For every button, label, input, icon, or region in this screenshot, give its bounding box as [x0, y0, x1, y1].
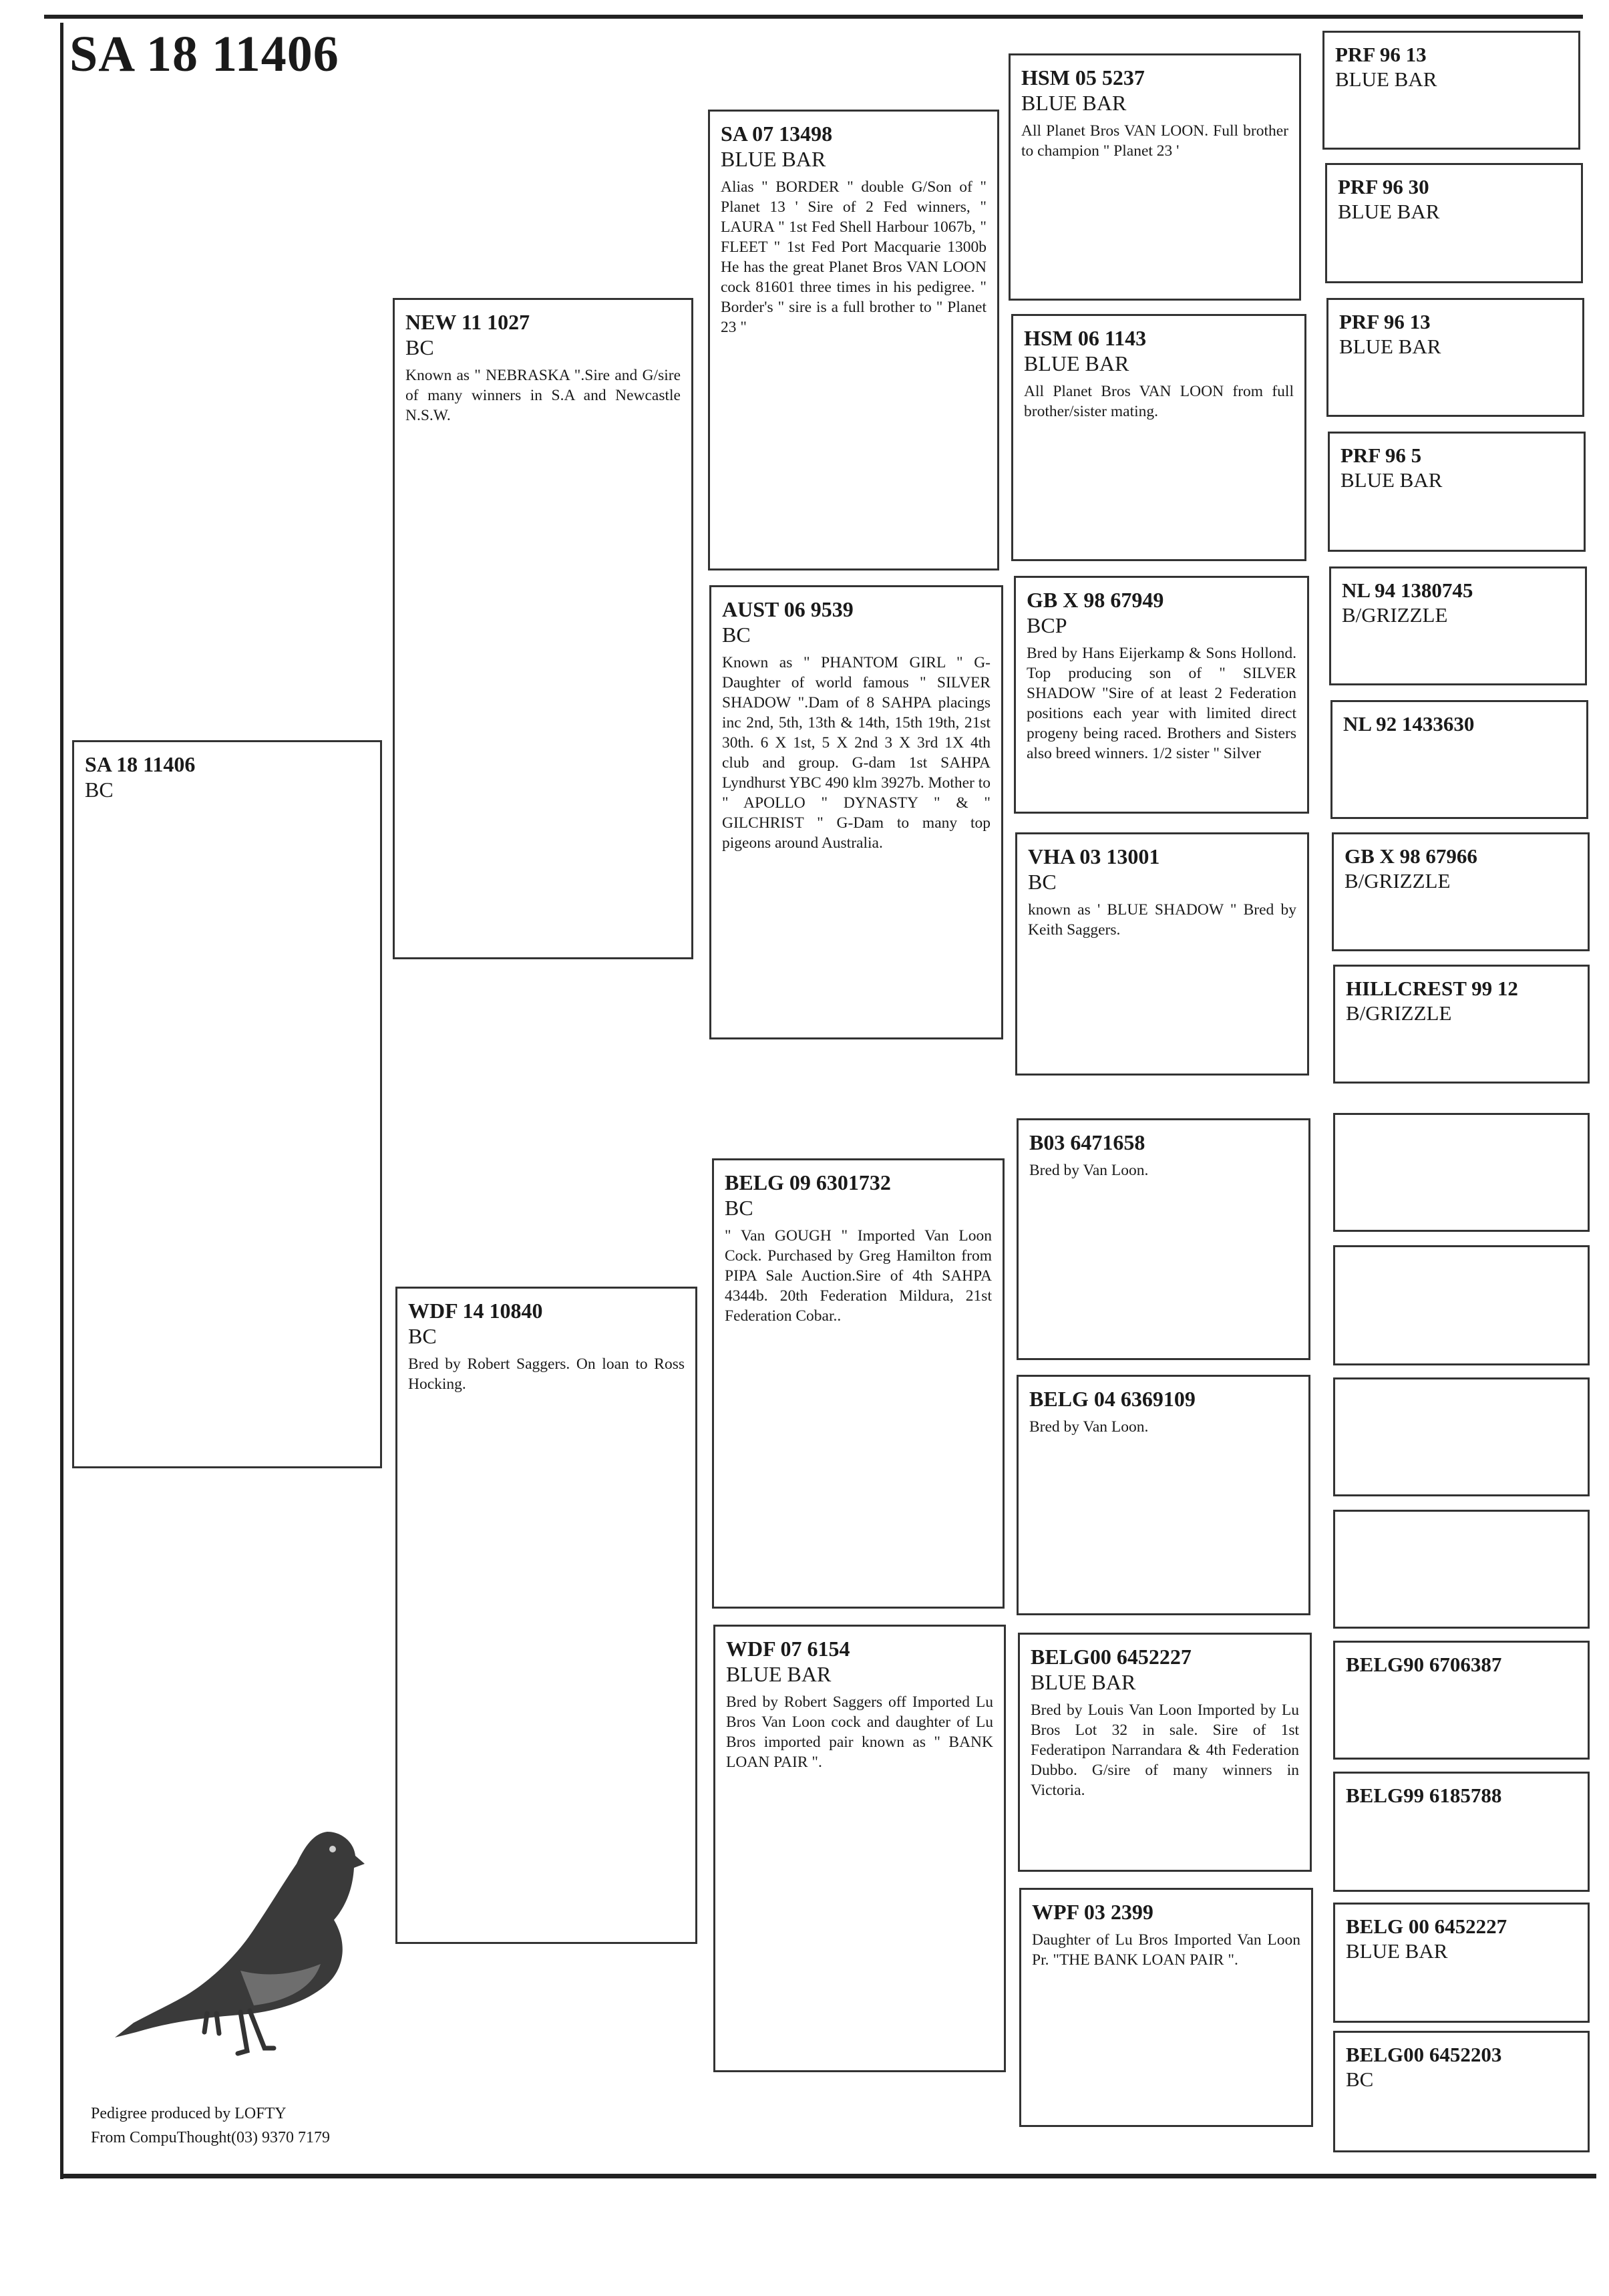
grandparent-card: [713, 1625, 1006, 2072]
ring-number: BELG00 6452227: [1031, 1645, 1192, 1669]
gg-grandparent-card: [1333, 1113, 1590, 1232]
frame-left-rule: [60, 23, 63, 2179]
ring-number: BELG00 6452203: [1346, 2043, 1502, 2066]
color-label: BC: [1028, 870, 1057, 894]
pedigree-note: Alias " BORDER " double G/Son of " Planet 13 ' Sire of 2 Fed winners, " LAURA " 1st Fed Shell Harbour 1067b, " FLEET " 1st Fed Port Macquarie 1300b He has the great Planet Bros VAN LOON cock 81601 three times in his pedigree. " Border's " sire is a full brother to " Planet 23 ": [721, 178, 987, 336]
pigeon-silhouette-icon: [107, 1824, 374, 2064]
color-label: B/GRIZZLE: [1346, 1001, 1452, 1025]
color-label: BCP: [1027, 613, 1067, 637]
ring-number: GB X 98 67966: [1345, 844, 1477, 868]
color-label: BC: [408, 1324, 437, 1348]
pedigree-note: Bred by Van Loon.: [1029, 1418, 1149, 1436]
ring-number: HSM 06 1143: [1024, 326, 1147, 350]
frame-bottom-rule: [60, 2174, 1596, 2178]
great-grandparent-card: [1017, 1375, 1310, 1615]
pedigree-note: known as ' BLUE SHADOW " Bred by Keith Saggers.: [1028, 901, 1296, 939]
color-label: BLUE BAR: [1021, 91, 1127, 115]
gg-grandparent-card: [1332, 832, 1590, 951]
gg-grandparent-card: [1325, 163, 1583, 283]
great-grandparent-card: [1011, 314, 1306, 561]
gg-grandparent-card: [1328, 432, 1586, 552]
color-label: BLUE BAR: [1031, 1670, 1136, 1694]
ring-number: PRF 96 30: [1338, 175, 1429, 198]
dam-card: [395, 1287, 697, 1944]
pedigree-note: " Van GOUGH " Imported Van Loon Cock. Purchased by Greg Hamilton from PIPA Sale Auction.Sire of 4th SAHPA 4344b. 20th Federation Mildura, 21st Federation Cobar..: [725, 1227, 992, 1325]
ring-number: SA 07 13498: [721, 122, 833, 146]
color-label: BC: [85, 778, 114, 802]
ring-number: BELG99 6185788: [1346, 1784, 1502, 1807]
ring-number: WDF 14 10840: [408, 1299, 543, 1323]
page-title: SA 18 11406: [69, 26, 339, 82]
color-label: BLUE BAR: [1335, 67, 1437, 91]
ring-number: AUST 06 9539: [722, 597, 854, 621]
pedigree-note: All Planet Bros VAN LOON from full brother/sister mating.: [1024, 383, 1294, 420]
gg-grandparent-card: [1333, 1641, 1590, 1760]
ring-number: BELG 00 6452227: [1346, 1915, 1507, 1938]
great-grandparent-card: [1017, 1118, 1310, 1360]
sire-card: [393, 298, 693, 959]
color-label: BLUE BAR: [1338, 200, 1440, 223]
ring-number: B03 6471658: [1029, 1130, 1145, 1154]
color-label: BC: [1346, 2068, 1374, 2091]
ring-number: BELG 09 6301732: [725, 1170, 891, 1194]
ring-number: VHA 03 13001: [1028, 844, 1160, 868]
ring-number: NL 94 1380745: [1342, 579, 1473, 602]
ring-number: PRF 96 5: [1340, 444, 1422, 467]
ring-number: WDF 07 6154: [726, 1637, 850, 1661]
great-grandparent-card: [1018, 1633, 1312, 1872]
color-label: BLUE BAR: [1346, 1939, 1448, 1963]
pedigree-note: Bred by Hans Eijerkamp & Sons Hollond. Top producing son of " SILVER SHADOW "Sire of at least 2 Federation positions each year with limited direct progeny being raced. Brothers and Sisters also breed winners. 1/2 sister " Silver: [1027, 645, 1296, 762]
ring-number: NL 92 1433630: [1343, 712, 1475, 735]
ring-number: SA 18 11406: [85, 752, 196, 776]
great-grandparent-card: [1019, 1888, 1313, 2127]
ring-number: HSM 05 5237: [1021, 65, 1145, 90]
color-label: BLUE BAR: [1339, 335, 1441, 358]
color-label: B/GRIZZLE: [1345, 869, 1451, 892]
ring-number: GB X 98 67949: [1027, 588, 1164, 612]
footer-line-2: From CompuThought(03) 9370 7179: [91, 2129, 330, 2146]
gg-grandparent-card: [1333, 1377, 1590, 1496]
footer: [91, 2102, 330, 2150]
ring-number: HILLCREST 99 12: [1346, 977, 1518, 1000]
gg-grandparent-card: [1333, 965, 1590, 1084]
great-grandparent-card: [1015, 832, 1309, 1076]
color-label: BC: [725, 1196, 753, 1220]
ring-number: PRF 96 13: [1335, 43, 1427, 66]
gg-grandparent-card: [1326, 298, 1584, 417]
pedigree-note: All Planet Bros VAN LOON. Full brother to champion " Planet 23 ': [1021, 122, 1288, 160]
grandparent-card: [709, 585, 1003, 1039]
ring-number: NEW 11 1027: [405, 310, 530, 334]
color-label: BC: [405, 335, 434, 359]
grandparent-card: [708, 110, 999, 570]
color-label: BLUE BAR: [1340, 468, 1443, 492]
pedigree-note: Bred by Louis Van Loon Imported by Lu Bros Lot 32 in sale. Sire of 1st Federatipon Narrandara & 4th Federation Dubbo. G/sire of many winners in Victoria.: [1031, 1701, 1299, 1799]
pedigree-note: Daughter of Lu Bros Imported Van Loon Pr. "THE BANK LOAN PAIR ".: [1032, 1931, 1300, 1969]
ring-number: PRF 96 13: [1339, 310, 1431, 333]
grandparent-card: [712, 1158, 1005, 1609]
ring-number: WPF 03 2399: [1032, 1900, 1153, 1924]
gg-grandparent-card: [1333, 1245, 1590, 1365]
pedigree-note: Bred by Robert Saggers off Imported Lu Bros Van Loon cock and daughter of Lu Bros imported pair known as " BANK LOAN PAIR ".: [726, 1693, 993, 1771]
ring-number: BELG 04 6369109: [1029, 1387, 1196, 1411]
gg-grandparent-card: [1329, 566, 1587, 685]
gg-grandparent-card: [1322, 31, 1580, 150]
great-grandparent-card: [1014, 576, 1309, 814]
subject-card: [72, 740, 382, 1468]
color-label: BLUE BAR: [1024, 351, 1129, 375]
ring-number: BELG90 6706387: [1346, 1653, 1502, 1676]
color-label: B/GRIZZLE: [1342, 603, 1448, 627]
gg-grandparent-card: [1333, 2031, 1590, 2152]
pedigree-note: Known as " NEBRASKA ".Sire and G/sire of many winners in S.A and Newcastle N.S.W.: [405, 367, 681, 424]
gg-grandparent-card: [1330, 700, 1588, 819]
frame-top-rule: [44, 15, 1583, 19]
great-grandparent-card: [1009, 53, 1301, 301]
color-label: BLUE BAR: [726, 1662, 832, 1686]
pedigree-note: Known as " PHANTOM GIRL " G-Daughter of world famous " SILVER SHADOW ".Dam of 8 SAHPA placings inc 2nd, 5th, 13th & 14th, 15th 19th, 21st 30th. 6 X 1st, 5 X 2nd 3 X 3rd 1X 4th club and group. G-dam 1st SAHPA Lyndhurst YBC 490 klm 3927b. Mother to " APOLLO " DYNASTY " & " GILCHRIST " G-Dam to many top pigeons around Australia.: [722, 654, 991, 852]
pedigree-note: Bred by Van Loon.: [1029, 1162, 1149, 1179]
footer-line-1: Pedigree produced by LOFTY: [91, 2105, 287, 2122]
gg-grandparent-card: [1333, 1772, 1590, 1892]
color-label: BC: [722, 623, 751, 647]
color-label: BLUE BAR: [721, 147, 826, 171]
pedigree-note: Bred by Robert Saggers. On loan to Ross Hocking.: [408, 1355, 685, 1393]
gg-grandparent-card: [1333, 1510, 1590, 1629]
gg-grandparent-card: [1333, 1903, 1590, 2023]
